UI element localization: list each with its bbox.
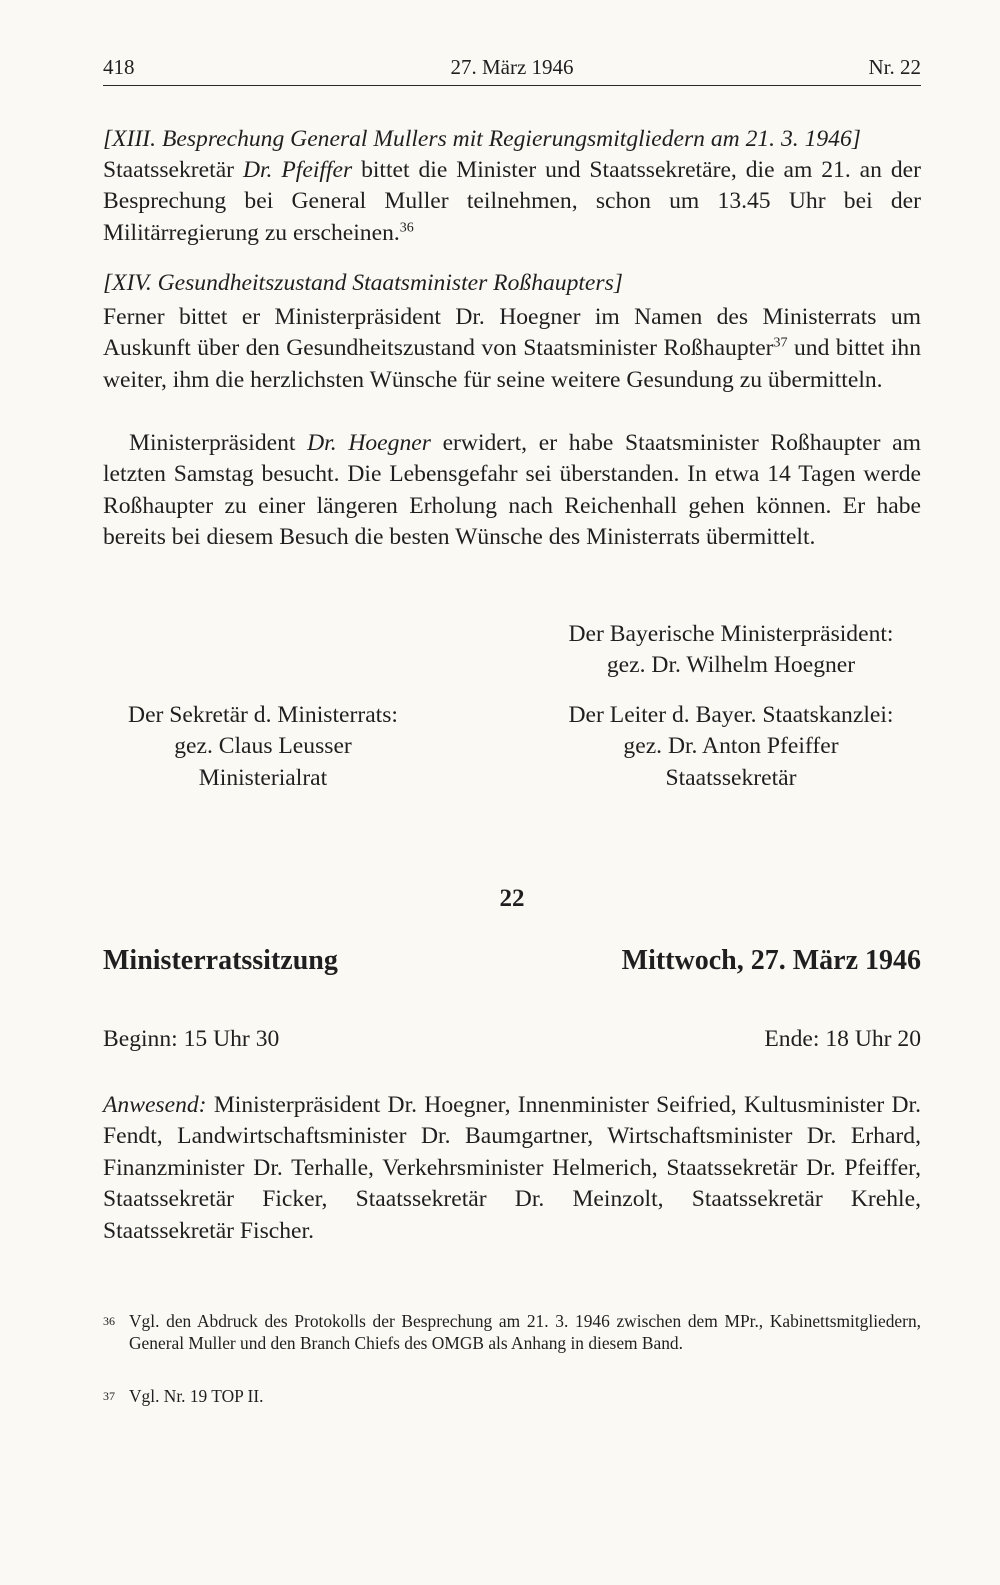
signature-role: Staatssekretär: [665, 764, 797, 791]
session-title: Ministerratssitzung: [103, 945, 338, 976]
footnote-36: [103, 1310, 921, 1355]
attendees-paragraph: [103, 1090, 921, 1247]
footnote-37: [103, 1385, 921, 1407]
person-name: Dr. Pfeiffer: [242, 157, 353, 183]
running-head: [103, 55, 921, 83]
header-date: 27. März 1946: [450, 55, 574, 79]
signature-title: Der Sekretär d. Ministerrats:: [128, 702, 398, 728]
signature-leiter-staatskanzlei: [541, 700, 921, 794]
section-xiii-title: [XIII. Besprechung General Mullers mit Regierungsmitgliedern am 21. 3. 1946]: [103, 126, 861, 152]
text-run: bittet die Minister und Staatssekretäre, die am 21. an der Besprechung bei General Muller teilnehmen, schon um 13.45 Uhr bei der Militärregierung zu erscheinen.: [103, 157, 921, 246]
signature-name: gez. Claus Leusser: [174, 733, 352, 760]
signature-title: Der Bayerische Ministerpräsident:: [568, 621, 894, 647]
signature-sekretaer: [103, 700, 423, 794]
session-end: Ende: 18 Uhr 20: [764, 1026, 921, 1052]
header-rule: [103, 85, 921, 86]
footnote-number: 37: [103, 1389, 115, 1403]
section-xiv-paragraph-2: [103, 428, 921, 554]
document-page: [103, 0, 921, 1585]
attendees-list: Ministerpräsident Dr. Hoegner, Innenminister Seifried, Kultusminister Dr. Fendt, Landwirtschaftsminister Dr. Baumgartner, Wirtschaftsminister Dr. Erhard, Finanzminister Dr. Terhalle, Verkehrsminister Helmerich, Staatssekretär Dr. Pfeiffer, Staatssekretär Ficker, Staatssekretär Dr. Meinzolt, Staatssekretär Krehle, Staatssekretär Fischer.: [103, 1092, 921, 1244]
header-issue: Nr. 22: [868, 55, 921, 79]
text-run: Staatssekretär: [103, 157, 243, 183]
text-run: und bittet ihn weiter, ihm die herzlichsten Wünsche für seine weitere Gesundung zu übermitteln.: [103, 335, 921, 393]
footnote-number: 36: [103, 1314, 115, 1328]
session-begin: Beginn: 15 Uhr 30: [103, 1026, 280, 1052]
footnote-ref-37[interactable]: 37: [773, 336, 788, 352]
text-run: erwidert, er habe Staatsminister Roßhaupter am letzten Samstag besucht. Die Lebensgefahr sei überstanden. In etwa 14 Tagen werde Roßhaupter zu einer längeren Erholung nach Reichenhall gehen können. Er habe bereits bei diesem Besuch die besten Wünsche des Ministerrats übermittelt.: [103, 430, 921, 551]
document-number: 22: [499, 885, 525, 912]
attendees-label: Anwesend:: [103, 1092, 207, 1118]
section-xiii-paragraph: [103, 155, 921, 249]
section-xiv-paragraph-1: [103, 302, 921, 396]
signature-name: gez. Dr. Anton Pfeiffer: [623, 733, 839, 760]
person-name: Dr. Hoegner: [307, 430, 431, 456]
footnote-text: Vgl. den Abdruck des Protokolls der Besprechung am 21. 3. 1946 zwischen dem MPr., Kabinettsmitgliedern, General Muller und den Branch Chiefs des OMGB als Anhang in diesem Band.: [129, 1311, 921, 1354]
text-run: Ferner bittet er Ministerpräsident Dr. Hoegner im Namen des Ministerrats um Auskunft über den Gesundheitszustand von Staatsminister Roßhaupter: [103, 304, 921, 362]
text-run: Ministerpräsident: [129, 430, 308, 456]
session-date: Mittwoch, 27. März 1946: [621, 945, 921, 976]
signature-title: Der Leiter d. Bayer. Staatskanzlei:: [568, 702, 894, 728]
footnote-ref-36[interactable]: 36: [399, 220, 414, 236]
signature-ministerpraesident: [541, 619, 921, 682]
footnote-text: Vgl. Nr. 19 TOP II.: [129, 1386, 264, 1406]
signature-name: gez. Dr. Wilhelm Hoegner: [606, 652, 856, 679]
section-xiv-title: [XIV. Gesundheitszustand Staatsminister Roßhaupters]: [103, 270, 623, 296]
page-number: 418: [103, 55, 135, 79]
signature-role: Ministerialrat: [198, 764, 328, 791]
